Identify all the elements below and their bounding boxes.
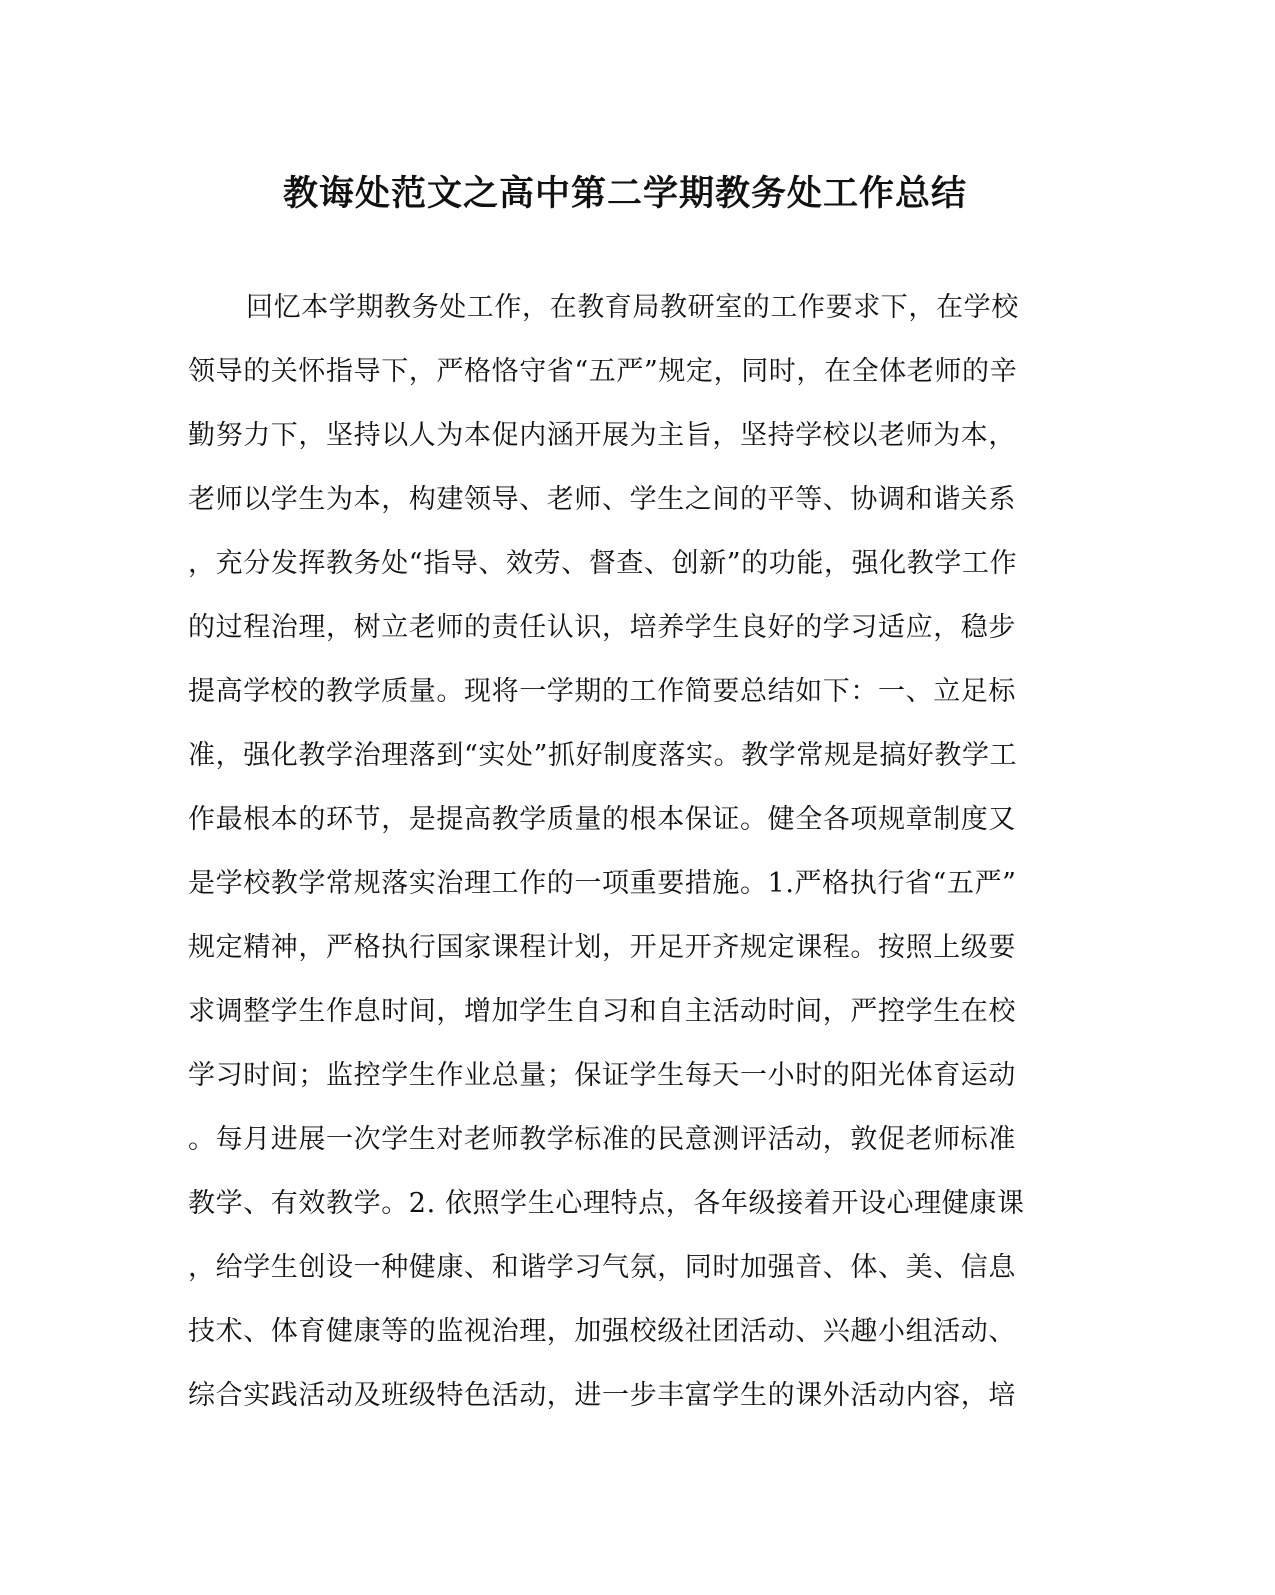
body-line: 提高学校的教学质量。现将一学期的工作简要总结如下：一、立足标 xyxy=(188,676,1016,707)
body-line: 准，强化教学治理落到“实处”抓好制度落实。教学常规是搞好教学工 xyxy=(188,740,1018,771)
body-line: 求调整学生作息时间，增加学生自习和自主活动时间，严控学生在校 xyxy=(188,996,1016,1027)
body-line: 规定精神，严格执行国家课程计划，开足开齐规定课程。按照上级要 xyxy=(188,932,1016,963)
body-line: 作最根本的环节，是提高教学质量的根本保证。健全各项规章制度又 xyxy=(188,804,1016,835)
body-line: 教学、有效教学。2. 依照学生心理特点，各年级接着开设心理健康课 xyxy=(188,1188,1025,1219)
body-line: 综合实践活动及班级特色活动，进一步丰富学生的课外活动内容，培 xyxy=(188,1380,1016,1411)
body-line: 回忆本学期教务处工作，在教育局教研室的工作要求下，在学校 xyxy=(246,292,1019,323)
body-line: 领导的关怀指导下，严格恪守省“五严”规定，同时，在全体老师的辛 xyxy=(188,356,1018,387)
body-line: 技术、体育健康等的监视治理，加强校级社团活动、兴趣小组活动、 xyxy=(188,1316,1016,1347)
body-line: 勤努力下，坚持以人为本促内涵开展为主旨，坚持学校以老师为本， xyxy=(188,420,1016,451)
body-line: 是学校教学常规落实治理工作的一项重要措施。1.严格执行省“五严” xyxy=(188,868,1017,899)
document-body xyxy=(188,276,1068,1428)
body-line: 。每月进展一次学生对老师教学标准的民意测评活动，敦促老师标准 xyxy=(188,1124,1016,1155)
body-line: ，充分发挥教务处“指导、效劳、督查、创新”的功能，强化教学工作 xyxy=(188,548,1018,579)
body-line: 的过程治理，树立老师的责任认识，培养学生良好的学习适应，稳步 xyxy=(188,612,1016,643)
body-line: 学习时间；监控学生作业总量；保证学生每天一小时的阳光体育运动 xyxy=(188,1060,1016,1091)
body-line: ，给学生创设一种健康、和谐学习气氛，同时加强音、体、美、信息 xyxy=(188,1252,1016,1283)
body-line: 老师以学生为本，构建领导、老师、学生之间的平等、协调和谐关系 xyxy=(188,484,1016,515)
document-title: 教诲处范文之高中第二学期教务处工作总结 xyxy=(282,173,967,214)
